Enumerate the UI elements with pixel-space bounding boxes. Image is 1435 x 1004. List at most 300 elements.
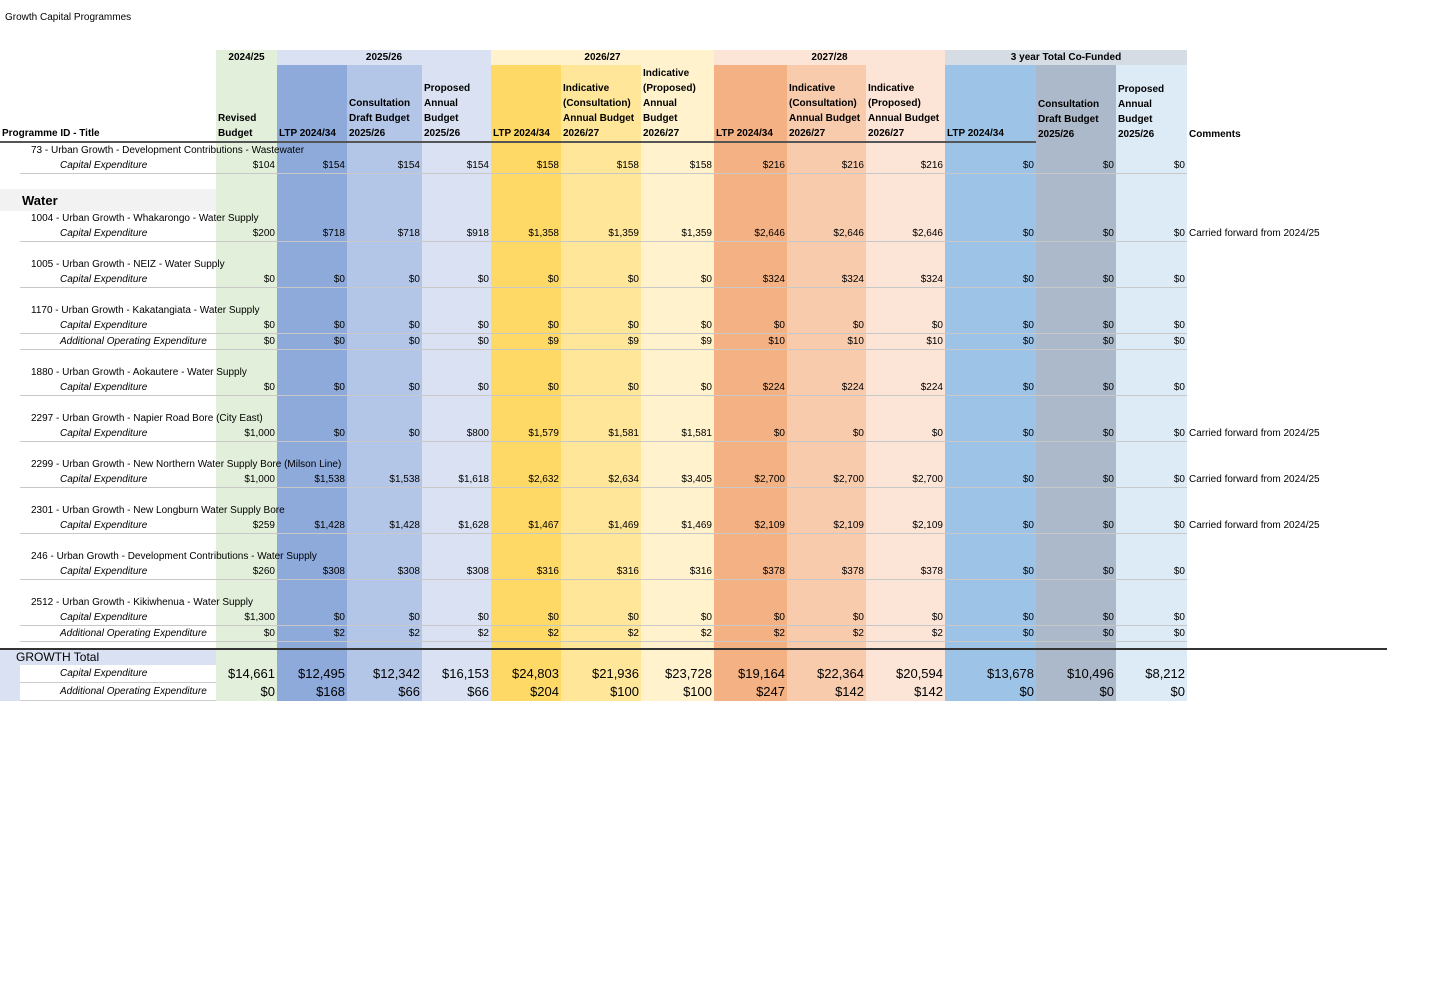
value-cell: $0: [422, 334, 491, 350]
value-cell: $0: [1116, 318, 1187, 334]
value-cell: $0: [945, 426, 1036, 442]
empty: [561, 411, 641, 426]
value-cell: $308: [277, 564, 347, 580]
programme-title-text: 2512 - Urban Growth - Kikiwhenua - Water Supply: [31, 597, 253, 608]
group-header: 2026/27: [491, 50, 714, 65]
comment: [1187, 564, 1387, 580]
empty: [787, 649, 866, 665]
value-cell: $2,109: [787, 518, 866, 534]
value-cell: $324: [787, 272, 866, 288]
empty: [714, 174, 787, 190]
value-cell: $1,469: [561, 518, 641, 534]
programme-title: [0, 503, 285, 518]
value-cell: $2: [787, 626, 866, 642]
empty: [491, 580, 561, 596]
empty: [491, 595, 561, 610]
value-cell: $168: [277, 683, 347, 701]
value-cell: $324: [866, 272, 945, 288]
empty: [561, 595, 641, 610]
value-cell: $2,646: [714, 226, 787, 242]
value-cell: $22,364: [787, 665, 866, 683]
value-cell: $0: [1116, 226, 1187, 242]
empty: [945, 257, 1036, 272]
table-row-title: [0, 411, 1387, 426]
empty: [277, 303, 347, 318]
value-cell: $19,164: [714, 665, 787, 683]
value-cell: $1,300: [216, 610, 277, 626]
empty: [866, 396, 945, 412]
empty: [1036, 642, 1116, 650]
value-cell: $0: [1036, 626, 1116, 642]
column-header: LTP 2024/34: [714, 65, 787, 142]
value-cell: $0: [945, 610, 1036, 626]
empty: [216, 580, 277, 596]
value-cell: $0: [347, 318, 422, 334]
empty: [714, 595, 787, 610]
empty: [641, 396, 714, 412]
value-cell: $800: [422, 426, 491, 442]
value-cell: $0: [641, 272, 714, 288]
value-cell: $2: [277, 626, 347, 642]
value-cell: $0: [422, 380, 491, 396]
value-cell: $10,496: [1036, 665, 1116, 683]
empty: [714, 142, 787, 158]
value-cell: $2,700: [866, 472, 945, 488]
value-cell: $2: [491, 626, 561, 642]
value-cell: $158: [641, 158, 714, 174]
empty: [945, 488, 1036, 504]
empty: [866, 503, 945, 518]
value-cell: $12,495: [277, 665, 347, 683]
empty: [714, 649, 787, 665]
empty: [714, 350, 787, 366]
empty: [714, 549, 787, 564]
empty: [714, 442, 787, 458]
empty: [866, 649, 945, 665]
empty: [945, 211, 1036, 226]
indent: [0, 426, 20, 442]
value-cell: $0: [1116, 334, 1187, 350]
empty: [787, 642, 866, 650]
empty: [561, 649, 641, 665]
row-label: Capital Expenditure: [20, 665, 216, 683]
programme-title: [0, 142, 305, 158]
empty: [1116, 350, 1187, 366]
comment: [1187, 158, 1387, 174]
empty: [422, 595, 491, 610]
empty: [945, 189, 1036, 211]
empty: [422, 242, 491, 258]
empty: [347, 396, 422, 412]
empty: [866, 303, 945, 318]
value-cell: $154: [277, 158, 347, 174]
empty: [422, 142, 491, 158]
table-row-blank: [0, 350, 1387, 366]
table-row-title: [0, 365, 1387, 380]
comment: [1187, 380, 1387, 396]
empty: [1187, 534, 1387, 550]
value-cell: $0: [1036, 564, 1116, 580]
empty: [347, 457, 422, 472]
empty: [277, 649, 347, 665]
empty: [422, 257, 491, 272]
comment: [1187, 334, 1387, 350]
comment: [1187, 665, 1387, 683]
table-row-title: [0, 303, 1387, 318]
value-cell: $0: [787, 318, 866, 334]
empty: [347, 174, 422, 190]
programme-title-text: 2297 - Urban Growth - Napier Road Bore (City East): [31, 413, 263, 424]
indent: [0, 318, 20, 334]
comment: Carried forward from 2024/25: [1189, 474, 1320, 486]
value-cell: $0: [277, 426, 347, 442]
empty: [0, 488, 216, 504]
table-row-blank: [0, 288, 1387, 304]
column-header: Consultation Draft Budget 2025/26: [1036, 65, 1116, 142]
value-cell: $324: [714, 272, 787, 288]
empty: [216, 350, 277, 366]
value-cell: $1,579: [491, 426, 561, 442]
empty: [1187, 303, 1387, 318]
value-cell: $2,646: [787, 226, 866, 242]
programme-title: [0, 303, 260, 318]
table-row-blank: [0, 396, 1387, 412]
empty: [491, 303, 561, 318]
empty: [1116, 649, 1187, 665]
row-label: Capital Expenditure: [20, 272, 216, 288]
empty: [347, 242, 422, 258]
empty: [1187, 595, 1387, 610]
value-cell: $1,000: [216, 426, 277, 442]
indent: [0, 610, 20, 626]
column-header: LTP 2024/34: [277, 65, 347, 142]
empty: [1116, 580, 1187, 596]
value-cell: $100: [561, 683, 641, 701]
empty: [347, 549, 422, 564]
value-cell: $0: [787, 610, 866, 626]
value-cell: $8,212: [1116, 665, 1187, 683]
empty: [1187, 580, 1387, 596]
value-cell: $0: [561, 272, 641, 288]
empty: [1036, 503, 1116, 518]
empty: [714, 534, 787, 550]
value-cell: $0: [561, 610, 641, 626]
table-row-title: [0, 503, 1387, 518]
empty: [1036, 365, 1116, 380]
value-cell: $20,594: [866, 665, 945, 683]
empty: [787, 411, 866, 426]
comment: [1187, 610, 1387, 626]
empty: [277, 534, 347, 550]
value-cell: $0: [945, 158, 1036, 174]
value-cell: $0: [866, 610, 945, 626]
empty: [422, 350, 491, 366]
comment: Carried forward from 2024/25: [1189, 520, 1320, 532]
empty: [945, 396, 1036, 412]
empty: [641, 189, 714, 211]
empty: [714, 189, 787, 211]
value-cell: $0: [641, 318, 714, 334]
empty: [1116, 242, 1187, 258]
empty: [422, 442, 491, 458]
empty: [787, 350, 866, 366]
programme-title-text: 2301 - Urban Growth - New Longburn Water Supply Bore: [31, 505, 285, 516]
value-cell: $12,342: [347, 665, 422, 683]
empty: [422, 580, 491, 596]
empty: [1036, 457, 1116, 472]
empty: [787, 142, 866, 158]
value-cell: $0: [1116, 518, 1187, 534]
value-cell: $1,359: [561, 226, 641, 242]
empty: [422, 411, 491, 426]
value-cell: $378: [787, 564, 866, 580]
empty: [561, 642, 641, 650]
empty: [216, 396, 277, 412]
value-cell: $0: [1116, 272, 1187, 288]
empty: [714, 457, 787, 472]
empty: [0, 442, 216, 458]
table-row-blank: [0, 242, 1387, 258]
value-cell: $2,109: [714, 518, 787, 534]
value-cell: $0: [422, 318, 491, 334]
empty: [641, 257, 714, 272]
indent: [0, 564, 20, 580]
empty: [561, 442, 641, 458]
empty: [1187, 396, 1387, 412]
empty: [0, 174, 216, 190]
row-label: Additional Operating Expenditure: [20, 683, 216, 701]
empty: [277, 350, 347, 366]
value-cell: $9: [561, 334, 641, 350]
value-cell: $2: [641, 626, 714, 642]
table-row-val: [0, 334, 1387, 350]
comment: [1187, 626, 1387, 642]
table-row-val: [0, 472, 1387, 488]
empty: [277, 396, 347, 412]
empty: [1187, 642, 1387, 650]
empty: [561, 174, 641, 190]
value-cell: $0: [1036, 472, 1116, 488]
empty: [422, 365, 491, 380]
empty: [1036, 595, 1116, 610]
empty: [714, 580, 787, 596]
value-cell: $0: [277, 610, 347, 626]
empty: [277, 288, 347, 304]
empty: [216, 288, 277, 304]
value-cell: $9: [641, 334, 714, 350]
empty: [641, 549, 714, 564]
column-header-label: Programme ID - Title: [0, 65, 216, 142]
empty: [1036, 142, 1116, 158]
value-cell: $0: [1116, 426, 1187, 442]
page-title: Growth Capital Programmes: [5, 12, 132, 23]
empty: [491, 649, 561, 665]
empty: [1036, 488, 1116, 504]
empty: [787, 457, 866, 472]
programme-title-text: 1880 - Urban Growth - Aokautere - Water Supply: [31, 367, 247, 378]
value-cell: $0: [714, 318, 787, 334]
empty: [277, 488, 347, 504]
table-row-val: [0, 610, 1387, 626]
value-cell: $0: [422, 272, 491, 288]
value-cell: $0: [1036, 318, 1116, 334]
value-cell: $0: [1036, 380, 1116, 396]
empty: [347, 503, 422, 518]
value-cell: $1,538: [347, 472, 422, 488]
empty: [714, 642, 787, 650]
table-row-title: [0, 595, 1387, 610]
column-header: Revised Budget: [216, 65, 277, 142]
value-cell: $0: [945, 226, 1036, 242]
empty: [491, 350, 561, 366]
value-cell: $2,634: [561, 472, 641, 488]
value-cell: $1,000: [216, 472, 277, 488]
empty: [1116, 257, 1187, 272]
empty: [491, 211, 561, 226]
row-label: Additional Operating Expenditure: [20, 626, 216, 642]
empty: [561, 365, 641, 380]
programme-title: [0, 257, 225, 272]
table-row-title: [0, 457, 1387, 472]
empty: [491, 503, 561, 518]
indent: [0, 158, 20, 174]
empty: [945, 649, 1036, 665]
value-cell: $204: [491, 683, 561, 701]
value-cell: $0: [216, 380, 277, 396]
row-label: Capital Expenditure: [20, 472, 216, 488]
value-cell: $0: [561, 318, 641, 334]
empty: [866, 549, 945, 564]
value-cell: $0: [945, 683, 1036, 701]
empty: [277, 442, 347, 458]
value-cell: $0: [216, 334, 277, 350]
column-header: LTP 2024/34: [491, 65, 561, 142]
value-cell: $0: [216, 272, 277, 288]
empty: [714, 503, 787, 518]
column-header: LTP 2024/34: [945, 65, 1036, 142]
empty: [347, 534, 422, 550]
empty: [0, 580, 216, 596]
value-cell: $0: [277, 380, 347, 396]
empty: [422, 642, 491, 650]
empty: [491, 442, 561, 458]
value-cell: $0: [1116, 380, 1187, 396]
value-cell: $66: [422, 683, 491, 701]
column-header: Indicative (Consultation) Annual Budget 2026/27: [787, 65, 866, 142]
empty: [866, 488, 945, 504]
value-cell: $718: [277, 226, 347, 242]
empty: [787, 257, 866, 272]
value-cell: $154: [422, 158, 491, 174]
empty: [1036, 549, 1116, 564]
empty: [216, 442, 277, 458]
value-cell: $0: [216, 683, 277, 701]
empty: [277, 503, 347, 518]
empty: [945, 503, 1036, 518]
value-cell: $0: [945, 626, 1036, 642]
empty: [787, 396, 866, 412]
programme-title-text: 1170 - Urban Growth - Kakatangiata - Water Supply: [31, 305, 260, 316]
empty: [422, 534, 491, 550]
empty: [491, 396, 561, 412]
empty: [1116, 488, 1187, 504]
value-cell: $158: [561, 158, 641, 174]
programme-title-text: 2299 - Urban Growth - New Northern Water Supply Bore (Milson Line): [31, 459, 342, 470]
comment: Carried forward from 2024/25: [1189, 228, 1320, 240]
empty: [561, 257, 641, 272]
group-header: 2025/26: [277, 50, 491, 65]
empty: [1187, 442, 1387, 458]
empty: [1187, 257, 1387, 272]
empty: [866, 288, 945, 304]
empty: [1116, 549, 1187, 564]
value-cell: $0: [347, 610, 422, 626]
empty: [945, 411, 1036, 426]
table-row-val: [0, 626, 1387, 642]
empty: [422, 303, 491, 318]
empty: [866, 174, 945, 190]
indent: [0, 626, 20, 642]
value-cell: $0: [216, 626, 277, 642]
value-cell: $10: [787, 334, 866, 350]
column-header-row: [0, 65, 1387, 142]
row-label: Capital Expenditure: [20, 564, 216, 580]
empty: [277, 242, 347, 258]
value-cell: $216: [866, 158, 945, 174]
empty: [216, 242, 277, 258]
empty: [277, 595, 347, 610]
value-cell: $3,405: [641, 472, 714, 488]
empty: [491, 365, 561, 380]
empty: [641, 242, 714, 258]
indent: [0, 272, 20, 288]
empty: [787, 534, 866, 550]
empty: [1036, 442, 1116, 458]
empty: [1036, 303, 1116, 318]
empty: [1116, 303, 1187, 318]
value-cell: $0: [1036, 158, 1116, 174]
value-cell: $0: [1116, 610, 1187, 626]
value-cell: $0: [491, 380, 561, 396]
empty: [866, 211, 945, 226]
group-header: 2024/25: [216, 50, 277, 65]
comment: Carried forward from 2024/25: [1189, 428, 1320, 440]
empty: [422, 549, 491, 564]
empty: [491, 189, 561, 211]
value-cell: $2: [714, 626, 787, 642]
empty: [866, 580, 945, 596]
empty: [787, 595, 866, 610]
empty: [1036, 649, 1116, 665]
empty: [216, 649, 277, 665]
empty: [347, 580, 422, 596]
empty: [216, 488, 277, 504]
empty: [491, 457, 561, 472]
value-cell: $259: [216, 518, 277, 534]
value-cell: $100: [641, 683, 714, 701]
value-cell: $0: [945, 334, 1036, 350]
empty: [0, 288, 216, 304]
empty: [945, 142, 1036, 158]
empty: [787, 503, 866, 518]
empty: [787, 211, 866, 226]
table-row-title: [0, 211, 1387, 226]
empty: [1036, 534, 1116, 550]
value-cell: $0: [1036, 683, 1116, 701]
empty: [422, 174, 491, 190]
empty: [422, 396, 491, 412]
empty: [866, 642, 945, 650]
